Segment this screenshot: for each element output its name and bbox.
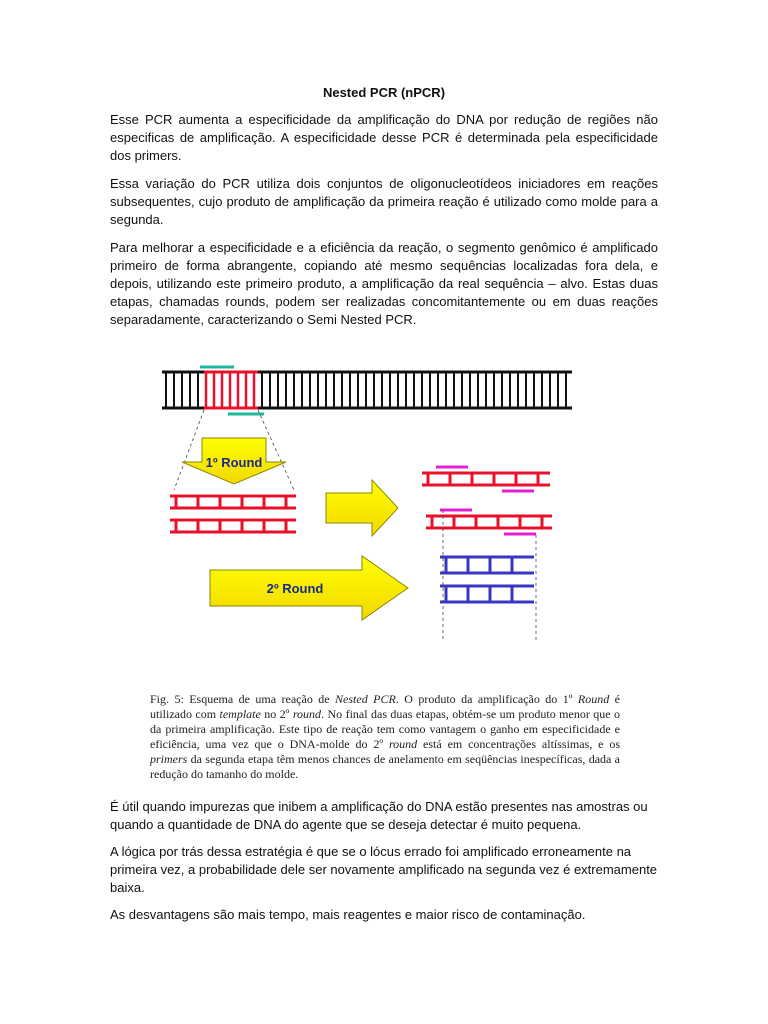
paragraph-6: As desvantagens são mais tempo, mais reagentes e maior risco de contaminação. <box>110 907 586 922</box>
round-2-label: 2º Round <box>266 581 324 596</box>
template-dna-ladder <box>162 372 572 408</box>
projection-line-left <box>174 410 204 490</box>
paragraph-2: Essa variação do PCR utiliza dois conjuntos de oligonucleotídeos iniciadores em reações subsequentes, cujo produto de amplificação da primeira reação é utilizado como molde para a segunda. <box>110 176 658 227</box>
right-products <box>422 467 552 602</box>
transfer-arrow <box>326 480 398 536</box>
paragraph-3: Para melhorar a especificidade e a eficiência da reação, o segmento genômico é amplificado primeiro de forma abrangente, copiando até mesmo sequências localizadas fora dela, e depois, utilizando este primeiro produto, a amplificação da real sequência – alvo. Estas duas etapas, chamadas rounds, podem ser realizadas concomitantemente ou em duas reações separadamente, caracterizando o Semi Nested PCR. <box>110 240 658 327</box>
paragraph-5: A lógica por trás dessa estratégia é que se o lócus errado foi amplificado erroneamente na primeira vez, a probabilidade dele ser novamente amplificado na segunda vez é extremamente baixa. <box>110 844 658 895</box>
paragraph-1: Esse PCR aumenta a especificidade da amplificação do DNA por redução de regiões não especificas de amplificação. A especificidade desse PCR é determinada pela especificidade dos primers. <box>110 112 658 163</box>
first-round-product <box>170 496 296 532</box>
nested-pcr-figure <box>140 350 620 780</box>
page-title: Nested PCR (nPCR) <box>322 85 446 100</box>
nested-pcr-diagram <box>140 350 620 680</box>
paragraph-4: É útil quando impurezas que inibem a amplificação do DNA estão presentes nas amostras ou quando a quantidade de DNA do agente que se deseja detectar é muito pequena. <box>110 799 648 832</box>
figure-caption: Fig. 5: Esquema de uma reação de Nested PCR. O produto da amplificação do 1º Round é utilizado com template no 2º round. No final das duas etapas, obtém-se um produto menor que o da primeira amplificação. Este tipo de reação tem como vantagem o ganho em especificidade e eficiência, uma vez que o DNA-molde do 2º round está em concentrações altíssimas, e os primers da segunda etapa têm menos chances de anelamento em seqüências inespecíficas, dada a redução do tamanho do molde. <box>150 692 620 781</box>
round-1-label: 1º Round <box>205 455 263 470</box>
